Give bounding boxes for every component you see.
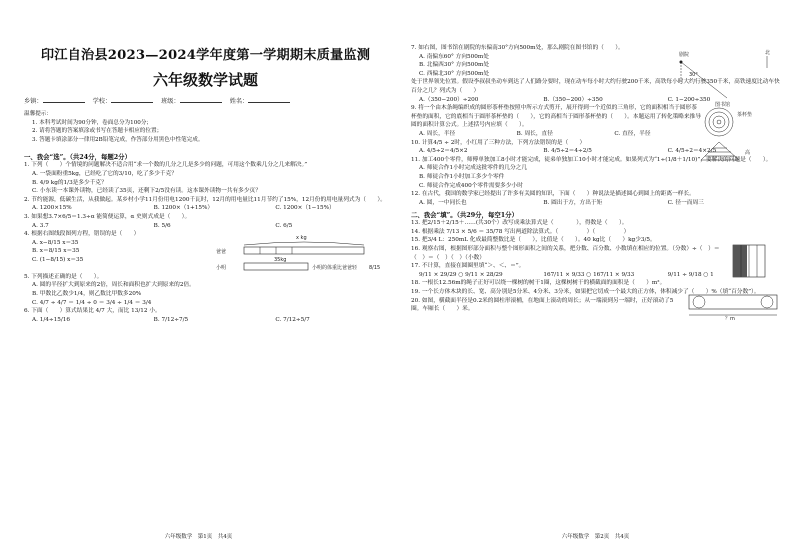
- q6-option-b: B. 7/12÷7/5: [153, 316, 189, 323]
- q1-option-b: B. 4/9 kg的1/3是多少千克？: [32, 179, 107, 186]
- student-info-fields: [24, 96, 387, 105]
- question-17: 17. 不计算，直接在圆圈里填“＞、＜、＝”。: [411, 263, 525, 270]
- hint-2: 2. 请将答题的答案填涂或书写在答题卡相应的位置；: [32, 128, 163, 135]
- question-1: 1. 下列（ ）个情境的问题解决不适合用“求一个数的几分之几是多少的问题，可用这个数乘几分之几来解决。”: [24, 162, 308, 169]
- q4-line-diagram: [214, 233, 389, 277]
- q2-option-c: C. 1200×（1−15%）: [275, 205, 335, 212]
- question-14: 14. 根据乘法 7/13 × 5/6 ＝ 35/78 写出两道除法算式。（ ）（ ）: [411, 228, 630, 235]
- question-16: 16. 观察右图，根据图形部分面积与整个图形面积之间的关系，把分数、百分数、小数填在相应的位置。（分数）÷（ ）＝（ ）＝（ ）（ ）（小数）: [411, 246, 720, 261]
- q10-option-b: B. 4/5÷2＝4÷2/5: [543, 148, 592, 155]
- q17-item-1: 9/11 × 29/29 ○ 9/11 × 28/29: [419, 271, 503, 278]
- q7-theater-label: 剧院: [679, 52, 690, 58]
- q11-option-a: A. 师徒合作1小时完成这批零件的几分之几: [419, 165, 528, 172]
- q10-option-a: A. 4/5÷2＝4/5×2: [419, 148, 468, 155]
- q4-dad-label: 爸爸: [216, 248, 227, 255]
- q4-option-c: C. (1−8/15) x＝35: [32, 256, 84, 263]
- q4-option-a: A. x−8/15 x＝35: [32, 239, 79, 246]
- question-13: 13. 把2/15＋2/15＋……(共30个）改写成乘法算式是（ ），得数是（ ）。: [411, 220, 628, 227]
- q4-frac: 8/15: [369, 264, 381, 271]
- field-town: 乡镇：: [24, 96, 85, 105]
- question-4: 4. 根据右图线段图列方程，错误的是（ ）: [24, 231, 140, 238]
- q4-note: 小明的体重比爸爸轻: [312, 264, 358, 271]
- q7-angle-label: 30°: [689, 72, 698, 78]
- section-2-heading: 二、我会“填”。（共29分，每空1分）: [411, 211, 518, 220]
- q6-options: [24, 316, 387, 325]
- q3-options: [24, 222, 387, 231]
- q9-option-b: B. 周长，直径: [516, 130, 553, 137]
- q1-option-c: C. 小东读一本课外读物，已经读了35页，还剩下2/5没有读。这本课外读物一共有多少页？: [32, 188, 261, 195]
- question-6: 6. 下面（ ）算式结果比 4/7 大，而比 13/12 小。: [24, 308, 161, 315]
- q5-option-b: B. 甲数比乙数少1/4，则乙数比甲数多20%: [32, 290, 142, 297]
- q7-option-a: A. 南偏东60° 方向500m处: [419, 53, 489, 60]
- q4-xiaoming-label: 小明: [216, 264, 227, 271]
- q9-coaster-label: 茶杯垫: [737, 112, 753, 119]
- question-2: 2. 节约能源，低碳生活，从我做起。某乡村小学11月份用电1200千瓦时，12月的用电量比11月节约了15%，12月份的用电量列式为（ ）。: [24, 196, 386, 203]
- q4-mid-label: 35kg: [274, 256, 287, 263]
- q20-block: [411, 297, 782, 321]
- q2-option-b: B. 1200×（1+15%）: [153, 205, 214, 212]
- exam-title: 印江自治县2023—2024学年度第一学期期末质量监测: [40, 48, 371, 63]
- q7-path: [681, 62, 727, 98]
- hint-3: 3. 答题卡填涂部分一律用2B铅笔完成，作答部分用黑色中性笔完成。: [32, 136, 204, 143]
- q17-item-2: 167/11 × 9/33 ○ 167/11 × 9/33: [543, 271, 635, 278]
- q3-option-b: B. 5/6: [153, 222, 171, 229]
- hints: [24, 110, 387, 144]
- q11-option-b: B. 师徒合作1小时加工多少个零件: [419, 173, 505, 180]
- footer-right: 六年级数学 第2页 共4页: [561, 534, 630, 540]
- q7-option-b: B. 北偏西30° 方向500m处: [419, 62, 490, 69]
- q6-option-a: A. 1/4÷15/16: [32, 316, 71, 323]
- q8-option-c: C. 1−200÷350: [667, 96, 711, 103]
- q20-roller-diagram: [685, 291, 785, 321]
- question-19: 19. 一个长方体木块的长、宽、高分别是5分米、4分米、3分米，如果把它切成一个最大的正方体，体积减少了（ ）%（填“百分数”）。: [411, 289, 760, 296]
- q12-options: [411, 199, 782, 208]
- q12-option-c: C. 径一而周三: [667, 199, 704, 206]
- q7-north-label: 北: [765, 50, 771, 56]
- q9-height-label: 高: [745, 150, 751, 157]
- q3-option-a: A. 3.7: [32, 222, 49, 229]
- q5-option-a: A. 圆的半径扩大到原来的2倍，周长和面积也扩大到原来的2倍。: [32, 282, 195, 289]
- q4-option-b: B. x＝8/15 x＝35: [32, 248, 80, 255]
- question-9: 9. 将一个由木条绳编织成的圆形茶杯垫按照中所示方式剪开，展开得到一个近似的三角形，它的面积相当于圆形茶杯垫的面积，它的底相当于圆形茶杯垫的（ ），它的高相当于圆形茶杯垫的（ ）。本题运用了转化策略来推导圆的面积计算公式。上述括号内应填（ ）。: [411, 105, 702, 129]
- q17-item-3: 9/11 ÷ 9/18 ○ 1: [667, 271, 714, 278]
- q10-option-c: C. 4/5÷2＝4×2/5: [667, 148, 717, 155]
- question-11: 11. 加工400个零件，师傅单独加工8小时才能完成，徒弟单独加工10小时才能完成。如果列式为“1÷(1/8＋1/10)”，要解决的问题是（ ）。: [411, 156, 772, 163]
- q9-option-c: C. 直径，半径: [614, 130, 651, 137]
- question-7: 7. 如右图，图书馆在剧院的东偏南30°方向500m处，那么剧院在图书馆的（ ）。: [411, 45, 624, 51]
- q9-coaster-diagram: [699, 104, 779, 168]
- exam-subtitle: 六年级数学试题: [152, 71, 258, 89]
- q6-option-c: C. 7/12÷5/7: [275, 316, 310, 323]
- q4-top-label: x kg: [296, 234, 307, 241]
- q2-option-a: A. 1200×15%: [32, 205, 72, 212]
- q16-block: [411, 245, 782, 262]
- page-right: [397, 0, 794, 550]
- question-10: 10. 计算4/5 ÷ 2时，小红用了三种方法，下列方法错误的是（ ）: [411, 139, 586, 146]
- question-15: 15. 把3/4 L：250mL 化成最简整数比是（ ），比值是（ ）。40 kg比（ ）kg少3/5。: [411, 237, 656, 244]
- question-3: 3. 如果想3.7×6/5＝1.3÷α 能简便运算，α 史则式成是（ ）。: [24, 213, 191, 220]
- question-18: 18. 一根长12.56m的绳子正好可以绕一棵树的树干1圈，这棵树树干的横截面的面积是（ ）m²。: [411, 280, 666, 287]
- field-school: 学校：: [93, 96, 154, 105]
- question-12: 12. 在古代，我国的数学家已经提出了许多有关圆的知识，下面（ ）种说法是描述圆心到圆上的距离一样长。: [411, 191, 695, 198]
- q9-option-a: A. 周长，半径: [419, 130, 456, 137]
- q11-option-c: C. 师徒合作完成400个零件需要多少小时: [419, 182, 523, 189]
- q7-option-c: C. 西偏北30° 方向500m处: [419, 70, 490, 77]
- question-5: 5. 下列描述正确的是（ ）。: [24, 273, 103, 280]
- field-class: 班级：: [161, 96, 222, 105]
- q12-option-a: A. 圆，一中同长也: [419, 199, 467, 206]
- q4-dad-bar: [244, 247, 364, 254]
- section-1-heading: 一、我会“选”。（共24分，每题2分）: [24, 153, 131, 162]
- q20-length-label: ？m: [725, 315, 735, 321]
- q3-option-c: C. 6/5: [275, 222, 293, 229]
- footer-left: 六年级数学 第1页 共4页: [164, 534, 233, 540]
- q16-shaded-figure: [731, 243, 771, 279]
- q4-xiaoming-bar: [244, 263, 308, 270]
- question-20: 20. 如图，横截面半径是0.2米的圆柱形滚桶，在地面上滚动的周长；从一端滚到另一端时，正好滚动了5圈。车厢长（ ）米。: [411, 297, 674, 313]
- q2-options: [24, 204, 387, 213]
- q4-top-brace: [244, 242, 364, 245]
- question-8: 处于世界领先位置。假设李叔叔坐动车到达了人们路分要时，现在动车每小时大约行驶200千米，高铁每小时大约行驶350千米，高铁速度比动车快百分之几？列式为（ ）: [411, 79, 780, 94]
- q17-items: [411, 271, 782, 280]
- q8-option-b: B.（350−200）÷350: [543, 96, 603, 103]
- q1-option-a: A. 一袋面粉重5kg，已经吃了它的3/10，吃了多少千克？: [32, 170, 177, 177]
- hint-1: 1. 本科考试时间为90分钟，卷面总分为100分；: [32, 119, 153, 126]
- q7-library-label: 图书馆: [715, 102, 731, 108]
- hint-title: 温馨提示：: [24, 111, 52, 117]
- field-name: 姓名：: [230, 96, 291, 105]
- q7-direction-diagram: [667, 44, 777, 110]
- q8-option-a: A.（350−200）÷200: [419, 96, 479, 103]
- q5-option-c: C. 4/7 ÷ 4/7 ＝ 1/4 ÷ 0 ＝ 3/4 ÷ 1/4 ＝ 3/4: [32, 299, 152, 306]
- q12-option-b: B. 圆出于方，方出于矩: [543, 199, 603, 206]
